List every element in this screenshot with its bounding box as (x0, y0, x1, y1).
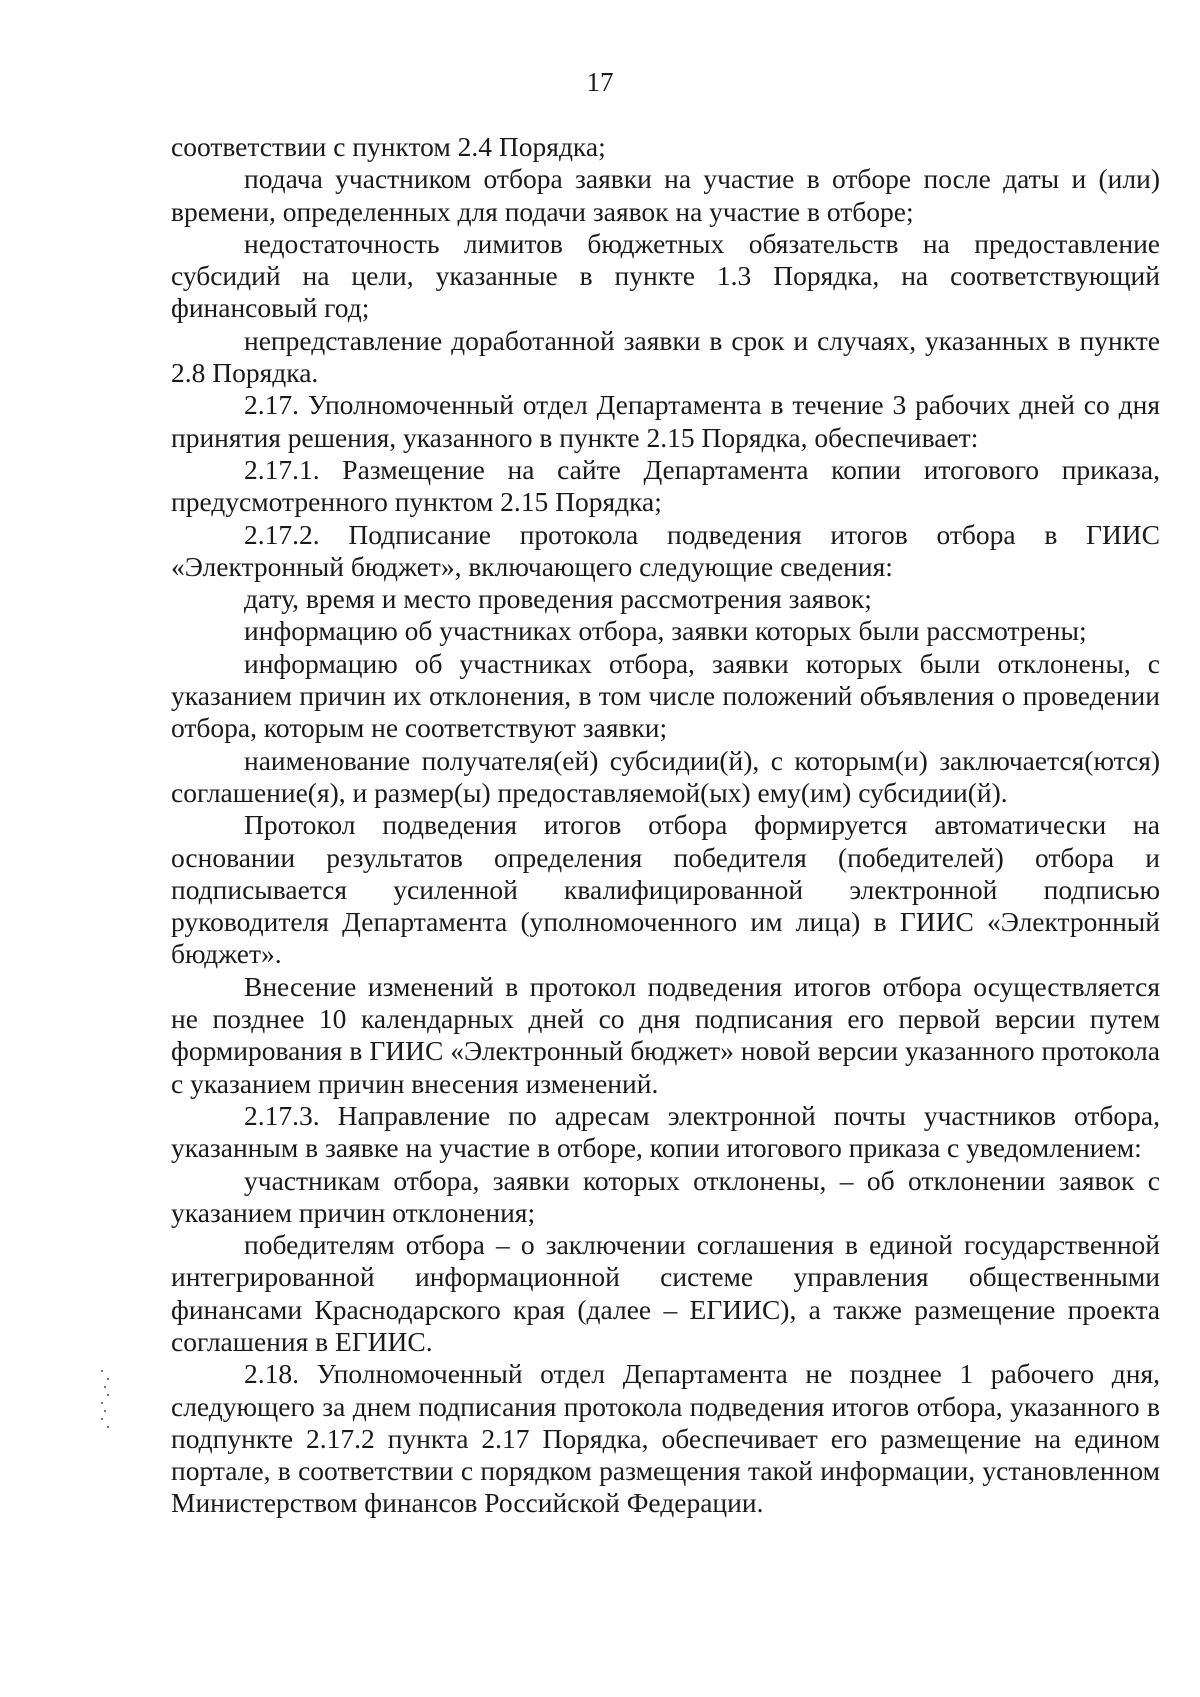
paragraph-non-submission: непредставление доработанной заявки в срок и случаях, указанных в пункте 2.8 Порядка. (171, 324, 1160, 389)
page-number: 17 (586, 67, 614, 97)
paragraph-protocol-changes: Внесение изменений в протокол подведения итогов отбора осуществляется не позднее 10 календарных дней со дня подписания его первой версии путем формирования в ГИИС «Электронный бюджет» новой версии указанного протокола с указанием причин внесения изменений. (171, 970, 1160, 1099)
paragraph-2-17-3: 2.17.3. Направление по адресам электронной почты участников отбора, указанным в заявке на участие в отборе, копии итогового приказа с уведомлением: (171, 1099, 1160, 1164)
paragraph-continuation: соответствии с пунктом 2.4 Порядка; (171, 131, 606, 162)
paragraph-recipients: наименование получателя(ей) субсидии(й), с которым(и) заключается(ются) соглашение(я), и размер(ы) предоставляемой(ых) ему(им) субсидии(й). (171, 744, 1160, 808)
paragraph-rejected-participants: информацию об участниках отбора, заявки которых были отклонены, с указанием причин их отклонения, в том числе положений объявления о проведении отбора, которым не соответствуют заявки; (171, 647, 1160, 744)
scan-margin-dots (101, 1370, 115, 1440)
paragraph-2-17-2: 2.17.2. Подписание протокола подведения итогов отбора в ГИИС «Электронный бюджет», включающего следующие сведения: (171, 518, 1160, 582)
paragraph-insufficient-limits: недостаточность лимитов бюджетных обязательств на предоставление субсидий на цели, указанные в пункте 1.3 Порядка, на соответствующий финансовый год; (171, 227, 1160, 324)
paragraph-late-submission: подача участником отбора заявки на участие в отборе после даты и (или) времени, определенных для подачи заявок на участие в отборе; (171, 163, 1160, 227)
paragraph-rejected-notice: участникам отбора, заявки которых отклонены, – об отклонении заявок с указанием причин отклонения; (171, 1164, 1160, 1228)
paragraph-reviewed-participants: информацию об участниках отбора, заявки которых были рассмотрены; (244, 615, 1087, 647)
paragraph-winners-notice: победителям отбора – о заключении соглашения в единой государственной интегрированной информационной системе управления общественными финансами Краснодарского края (далее – ЕГИИС), а также размещение проекта соглашения в ЕГИИС. (171, 1229, 1160, 1357)
paragraph-protocol-formation: Протокол подведения итогов отбора формируется автоматически на основании результатов определения победителя (победителей) отбора и подписывается усиленной квалифицированной электронной подписью руководителя Департамента (уполномоченного им лица) в ГИИС «Электронный бюджет». (171, 809, 1160, 970)
paragraph-2-17-1: 2.17.1. Размещение на сайте Департамента копии итогового приказа, предусмотренного пунктом 2.15 Порядка; (171, 453, 1160, 518)
paragraph-date-time-place: дату, время и место проведения рассмотрения заявок; (244, 583, 872, 615)
paragraph-2-17: 2.17. Уполномоченный отдел Департамента в течение 3 рабочих дней со дня принятия решения, указанного в пункте 2.15 Порядка, обеспечивает: (171, 389, 1160, 453)
paragraph-2-18: 2.18. Уполномоченный отдел Департамента не позднее 1 рабочего дня, следующего за днем подписания протокола подведения итогов отбора, указанного в подпункте 2.17.2 пункта 2.17 Порядка, обеспечивает его размещение на едином портале, в соответствии с порядком размещения такой информации, установленном Министерством финансов Российской Федерации. (171, 1358, 1160, 1519)
document-body (171, 131, 1160, 1520)
